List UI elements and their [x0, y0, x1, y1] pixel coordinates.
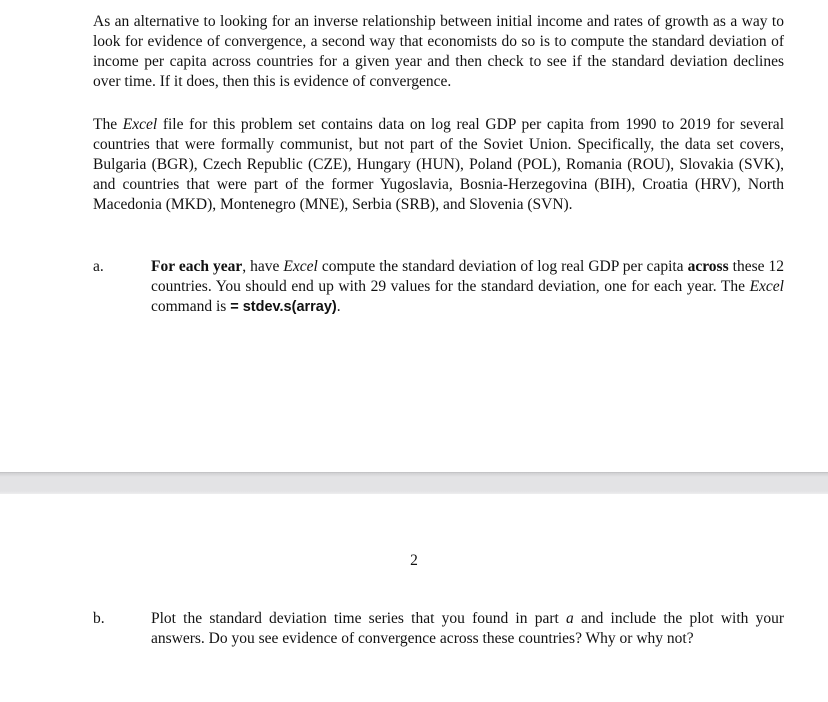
- p2-excel-italic: Excel: [122, 116, 158, 133]
- qa-excel-italic-2: Excel: [749, 278, 784, 295]
- excel-command: = stdev.s(array): [230, 299, 337, 315]
- question-b-text: [151, 609, 784, 649]
- qa-text-1: , have: [242, 258, 284, 275]
- qa-bold-across: across: [687, 258, 729, 275]
- qb-text-2: and include the plot with your answers. Do you see evidence of convergence across these countries? Why or why not?: [151, 610, 784, 647]
- qa-text-2: compute the standard deviation of log real GDP per capita: [317, 258, 688, 275]
- qb-part-italic: a: [566, 610, 574, 627]
- qa-bold-for-each-year: For each year: [151, 258, 243, 275]
- qa-excel-italic-1: Excel: [283, 258, 318, 275]
- question-b-marker: b.: [93, 610, 105, 627]
- data-description-paragraph: [93, 115, 784, 215]
- p2-rest: file for this problem set contains data on log real GDP per capita from 1990 to 2019 for several countries that were formally communist, but not part of the Soviet Union. Specifically, the data set covers, Bulgaria (BGR), Czech Republic (CZE), Hungary (HUN), Poland (POL), Romania (ROU), Slovakia (SVK), and countries that were part of the former Yugoslavia, Bosnia-Herzegovina (BIH), Croatia (HRV), North Macedonia (MKD), Montenegro (MNE), Serbia (SRB), and Slovenia (SVN).: [93, 116, 784, 213]
- page-number: 2: [410, 552, 418, 569]
- qa-text-5: .: [336, 298, 341, 315]
- page-2: [0, 494, 828, 702]
- page-separator: [0, 472, 828, 495]
- question-a-marker: a.: [93, 258, 104, 275]
- qb-text-1: Plot the standard deviation time series that you found in part: [151, 610, 566, 627]
- question-a-text: [151, 257, 784, 317]
- p2-lead: The: [93, 116, 123, 133]
- qa-text-3: these 12 countries. You should end up with 29 values for the standard deviation, one for each year. The: [151, 258, 784, 295]
- qa-text-4: command is: [151, 298, 231, 315]
- intro-paragraph: As an alternative to looking for an inverse relationship between initial income and rates of growth as a way to look for evidence of convergence, a second way that economists do so is to compute the standard deviation of income per capita across countries for a given year and then check to see if the standard deviation declines over time. If it does, then this is evidence of convergence.: [93, 13, 784, 90]
